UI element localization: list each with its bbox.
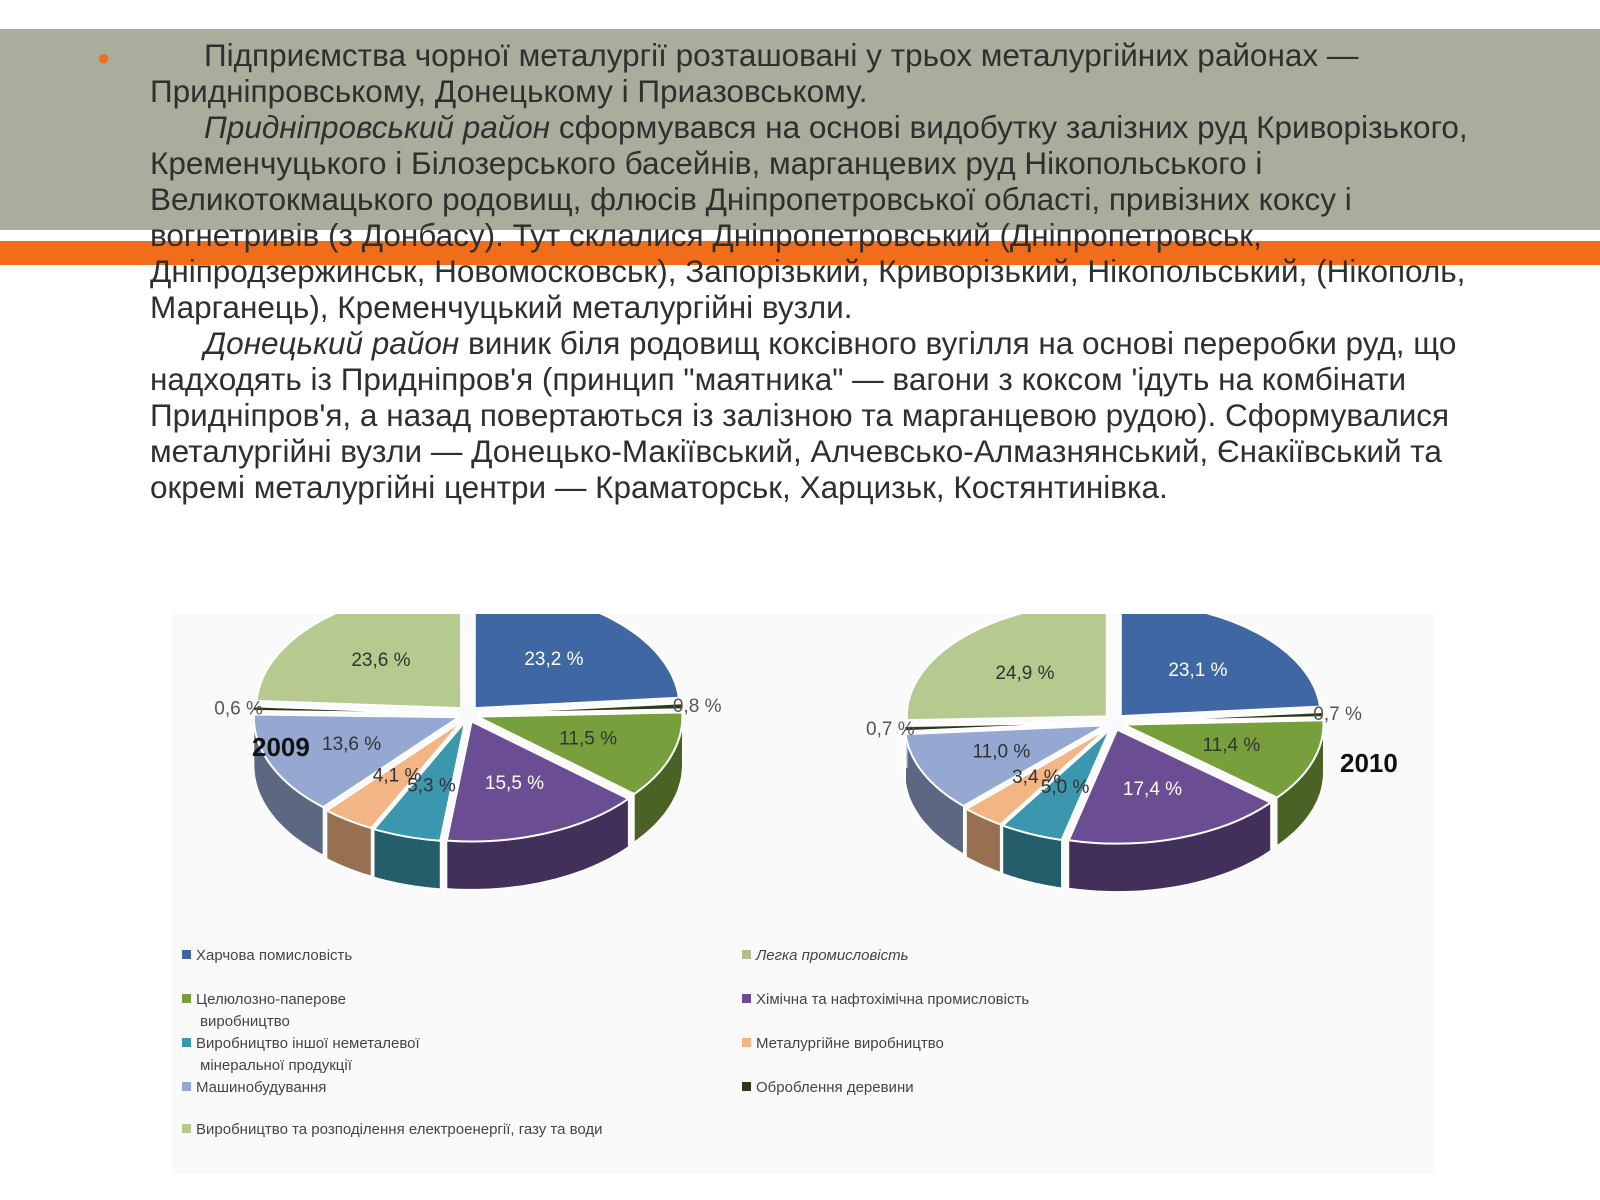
chart-svg <box>172 614 1434 1174</box>
legend-label-5: Металургійне виробництво <box>756 1035 944 1052</box>
legend-swatch-8 <box>182 1124 191 1133</box>
legend-label-8: Виробництво та розподілення електроенергії, газу та води <box>196 1121 603 1138</box>
legend-swatch-1 <box>742 950 751 959</box>
donetsk-title: Донецький район <box>204 325 460 361</box>
pie-2010-label-5: 3,4 % <box>1012 767 1061 789</box>
pie-2009-label-2: 11,5 % <box>559 728 617 750</box>
legend-label-7: Оброблення деревини <box>756 1079 914 1096</box>
legend-swatch-6 <box>182 1082 191 1091</box>
pie-2009-label-4: 5,3 % <box>407 775 456 797</box>
pie-2009-label-1: 0,8 % <box>672 695 722 717</box>
paragraph-dnipro <box>150 109 1470 325</box>
dnipro-text: сформувався на основі видобутку залізних руд Криворізького, Кременчуцького і Білозерського басейнів, марганцевих руд Нікопольського і Великотокмацького родовищ, флюсів Дніпропетровської області, привізних коксу і вогнетривів (з Донбасу). Тут склалися Дніпропетровський (Дніпропетровськ, Дніпродзержинськ, Новомосковськ), Запорізький, Криворізький, Нікопольський, (Нікополь, Марганець), Кременчуцький металургійні вузли. <box>150 109 1468 325</box>
legend-label-0: Харчова помисловість <box>196 947 353 964</box>
pie-2010-label-4: 5,0 % <box>1040 776 1090 798</box>
legend-swatch-2 <box>182 994 191 1003</box>
legend-swatch-0 <box>182 950 191 959</box>
pie-year-2009: 2009 <box>252 732 310 762</box>
pie-2009-label-3: 15,5 % <box>484 773 545 795</box>
legend-label-6: Машинобудування <box>196 1079 327 1096</box>
pie-2010-label-2: 11,4 % <box>1202 734 1261 756</box>
legend-swatch-4 <box>182 1038 191 1047</box>
legend-label-1: Легка промисловість <box>756 947 909 964</box>
slide-text <box>150 37 1470 505</box>
legend-swatch-5 <box>742 1038 751 1047</box>
legend-swatch-7 <box>742 1082 751 1091</box>
legend-label-4: Виробництво іншої неметалевої <box>196 1035 420 1052</box>
pie-2010-label-0: 23,1 % <box>1168 660 1228 681</box>
legend-label-4-line2: мінеральної продукції <box>200 1057 352 1074</box>
pie-2010-label-7: 0,7 % <box>866 719 915 740</box>
paragraph-intro-text: Підприємства чорної металургії розташовані у трьох металургійних районах — Придніпровському, Донецькому і Приазовському. <box>150 37 1359 109</box>
pie-2009-label-5: 4,1 % <box>372 765 422 787</box>
pie-2009-label-0: 23,2 % <box>524 649 584 671</box>
legend-label-2: Целюлозно-паперове <box>196 991 346 1008</box>
dnipro-title: Придніпровський район <box>204 109 551 145</box>
industry-pie-charts <box>172 614 1434 1174</box>
pie-2009-label-8: 23,6 % <box>351 649 411 671</box>
paragraph-donetsk <box>150 325 1470 505</box>
legend-label-2-line2: виробництво <box>200 1013 290 1030</box>
pie-2009-label-6: 13,6 % <box>322 733 382 755</box>
paragraph-intro <box>150 37 1470 109</box>
legend-swatch-3 <box>742 994 751 1003</box>
pie-year-2010: 2010 <box>1340 748 1398 778</box>
pie-2010-label-8: 24,9 % <box>995 662 1055 684</box>
legend-label-3: Хімічна та нафтохімічна промисловість <box>756 991 1030 1008</box>
pie-2009-label-7: 0,6 % <box>214 698 263 720</box>
pie-2010-label-6: 11,0 % <box>972 741 1031 763</box>
pie-2010-label-1: 0,7 % <box>1313 704 1362 726</box>
pie-2010-label-3: 17,4 % <box>1122 779 1183 801</box>
bullet-icon: ● <box>97 45 111 70</box>
donetsk-text: виник біля родовищ коксівного вугілля на основі переробки руд, що надходять із Придніпров'я (принцип "маятника" — вагони з коксом 'ідуть на комбінати Придніпров'я, а назад повертаються із залізною та марганцевою рудою). Сформувалися металургійні вузли — Донецько-Макіївський, Алчевсько-Алмазнянський, Єнакіївський та окремі металургійні центри — Краматорськ, Харцизьк, Костянтинівка. <box>150 325 1457 505</box>
